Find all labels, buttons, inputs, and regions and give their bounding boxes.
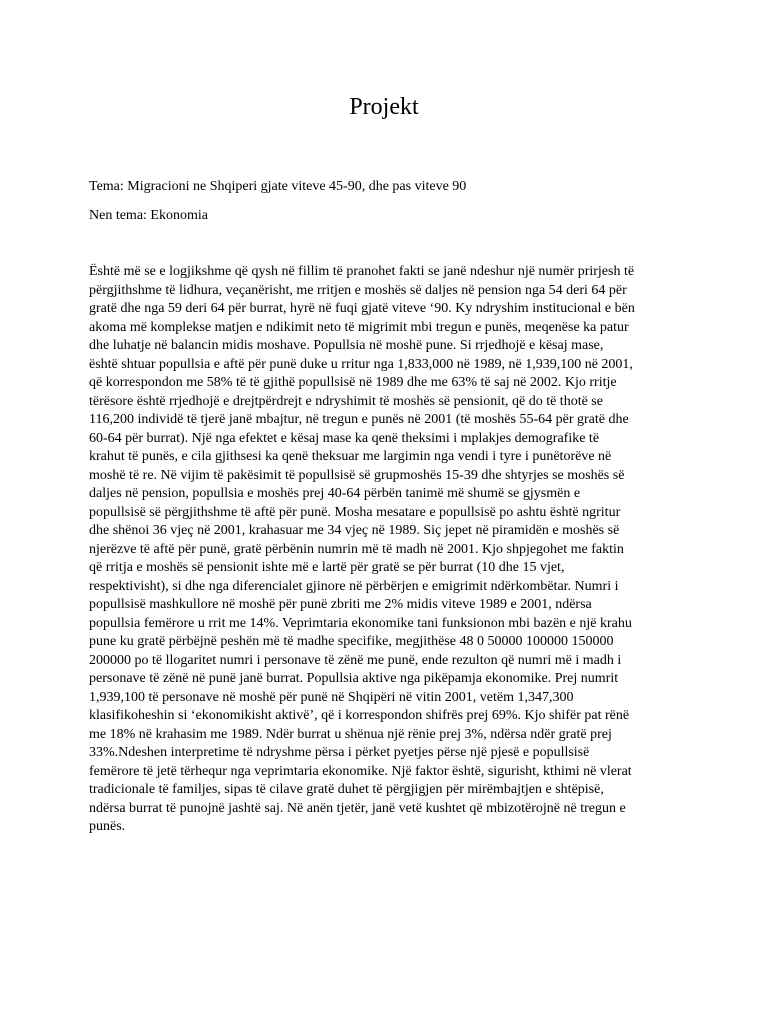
body-line: 60-64 për burrat). Një nga efektet e kësaj mase ka qenë theksimi i mplakjes demografike të	[89, 430, 600, 446]
body-line: dhe luhatje në balancin midis moshave. Popullsia në moshë pune. Si rrjedhojë e kësaj mase,	[89, 338, 604, 353]
body-line: 116,200 individë të tjerë janë mbajtur, në tregun e punës në 2001 (të moshës 55-64 për gratë dhe	[89, 412, 629, 427]
body-line: 1,939,100 të personave në moshë për punë në Shqipëri në vitin 2001, vetëm 1,347,300	[89, 689, 574, 705]
body-line: popullsia femërore u rrit me 14%. Veprimtaria ekonomike tani funksionon mbi bazën e një krahu	[89, 615, 632, 631]
body-paragraph	[89, 263, 689, 837]
body-line: femërore të jetë tërhequr nga veprimtaria ekonomike. Një faktor është, sigurisht, kthimi në vlerat	[89, 763, 632, 779]
page-title: Projekt	[349, 94, 419, 120]
body-line: dhe shënoi 36 vjeç në 2001, krahasuar me 34 vjeç në 1989. Siç jepet në piramidën e moshës së	[89, 523, 620, 538]
body-line: respektivisht), si dhe nga diferencialet gjinore në përbërjen e emigrimit ndërkombëtar. Numri i	[89, 578, 619, 594]
body-line: krahut të punës, e cila gjithsesi ka qenë theksuar me largimin nga vendi i tyre i punëtorëve në	[89, 449, 612, 464]
body-line: personave të zënë në punë janë burrat. Popullsia aktive nga pikëpamja ekonomike. Prej numrit	[89, 671, 619, 686]
body-line: ndërsa burrat të punojnë jashtë saj. Në anën tjetër, janë vetë kushtet që mbizotërojnë në tregun e	[89, 800, 626, 816]
body-line: daljes në pension, popullsia e moshës prej 40-64 përbën tanimë më shumë se gjysmën e	[89, 486, 581, 501]
body-line: 200000 po të llogaritet numri i personave të zënë me punë, ende rezulton që numri më i madh i	[89, 652, 622, 668]
body-line: tërësore është rrjedhojë e drejtpërdrejt e ndryshimit të moshës së pensionit, që do të thotë se	[89, 393, 603, 409]
body-line: popullsisë së përgjithshme të aftë për punë. Mosha mesatare e popullsisë po ashtu është ngritur	[89, 504, 621, 520]
body-line: që korrespondon me 58% të të gjithë popullsisë në 1989 dhe me 63% të saj në 2002. Kjo rritje	[89, 375, 617, 390]
body-line: me 18% në krahasim me 1989. Ndër burrat u shënua një rënie prej 3%, ndërsa ndër gratë prej	[89, 726, 612, 742]
body-line: njerëzve të aftë për punë, gratë përbënin numrin më të madh në 2001. Kjo shpjegohet me faktin	[89, 541, 624, 557]
body-line: akoma më komplekse matjen e ndikimit neto të migrimit mbi tregun e punës, meqenëse ka patur	[89, 319, 629, 335]
body-line: 33%.Ndeshen interpretime të ndryshme përsa i përket pyetjes përse një pjesë e popullsisë	[89, 745, 590, 760]
body-line: gratë dhe nga 59 deri 64 për burrat, hyrë në fuqi gjatë viteve ‘90. Ky ndryshim institucional e bën	[89, 301, 635, 316]
body-line: punës.	[89, 819, 126, 834]
subtopic-line: Nen tema: Ekonomia	[89, 208, 208, 223]
body-line: popullsisë mashkullore në moshë për punë zbriti me 2% midis viteve 1989 e 2001, ndërsa	[89, 597, 592, 612]
body-line: Është më se e logjikshme që qysh në fillim të pranohet fakti se janë ndeshur një numër prirjesh të	[89, 264, 635, 279]
body-line: është shtuar popullsia e aftë për punë duke u rritur nga 1,833,000 në 1989, në 1,939,100 në 2001,	[89, 356, 633, 372]
body-line: tradicionale të familjes, sipas të cilave gratë duhet të përgjigjen për mirëmbajtjen e shtëpisë,	[89, 782, 604, 797]
body-line: moshë të re. Në vijim të pakësimit të popullsisë së grupmoshës 15-39 dhe shtyrjes se moshës së	[89, 467, 625, 483]
topic-line: Tema: Migracioni ne Shqiperi gjate viteve 45-90, dhe pas viteve 90	[89, 179, 467, 194]
body-line: pune ku gratë përbëjnë peshën më të madhe specifike, megjithëse 48 0 50000 100000 150000	[89, 634, 614, 649]
body-line: klasifikoheshin si ‘ekonomikisht aktivë’, që i korrespondon shifrës prej 69%. Kjo shifër pat rënë	[89, 708, 630, 723]
body-line: përgjithshme të lidhura, veçanërisht, me rritjen e moshës së daljes në pension nga 54 deri 64 për	[89, 282, 627, 298]
body-line: që rritja e moshës së pensionit ishte më e lartë për gratë se për burrat (10 dhe 15 vjet,	[89, 560, 565, 575]
